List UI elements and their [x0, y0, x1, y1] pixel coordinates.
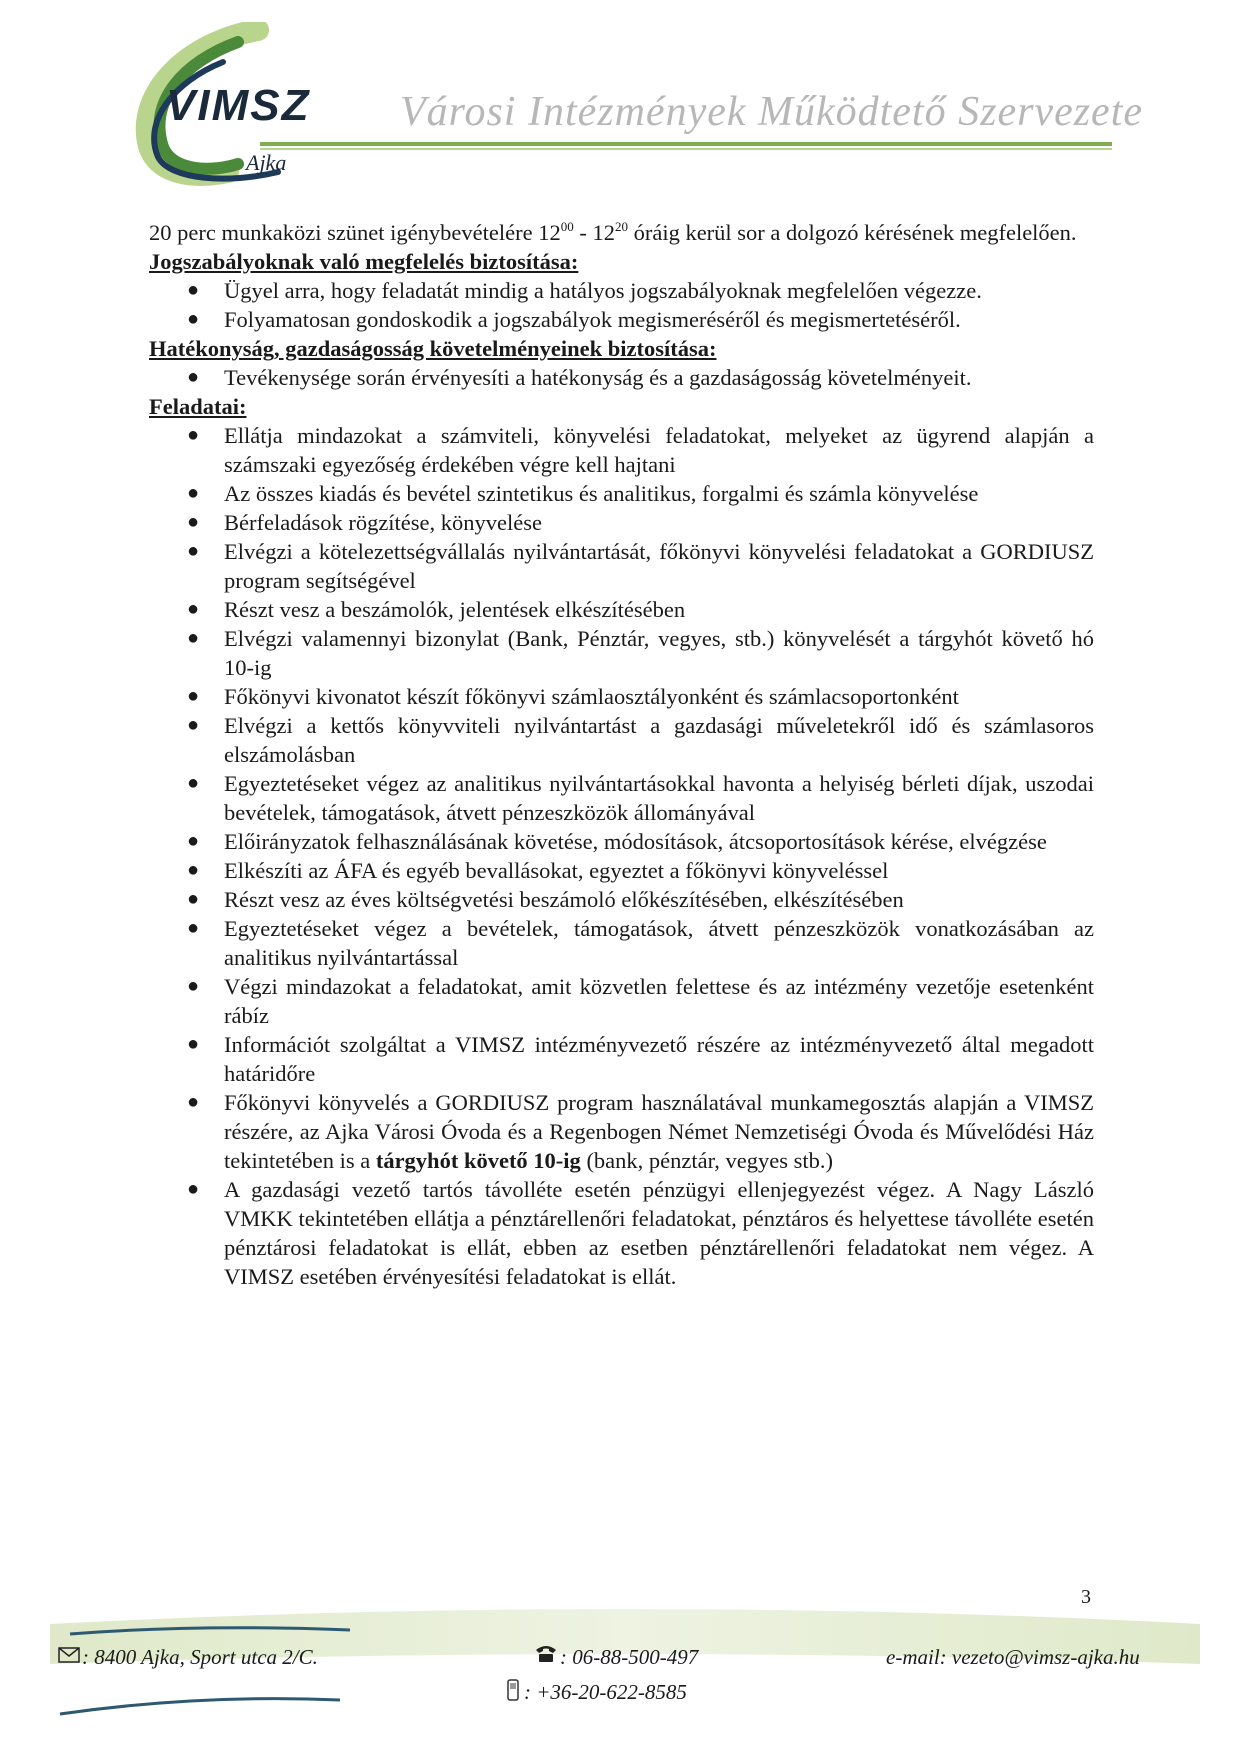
list-item: ● Elvégzi a kötelezettségvállalás nyilvántartását, főkönyvi könyvelési feladatokat a GORDIUSZ program segítségével [187, 539, 1094, 593]
bullet-icon: ● [187, 366, 200, 388]
bullet-icon: ● [187, 424, 200, 446]
list-item: ● Elkészíti az ÁFA és egyéb bevallásokat, egyeztet a főkönyvi könyveléssel [187, 858, 889, 883]
bullet-icon: ● [187, 482, 200, 504]
bullet-icon: ● [187, 975, 200, 997]
bullet-icon: ● [187, 830, 200, 852]
bullet-icon: ● [187, 1033, 200, 1055]
list-item: ● Egyeztetéseket végez a bevételek, támogatások, átvett pénzeszközök vonatkozásában az analitikus nyilvántartással [187, 916, 1094, 970]
list-item: ● Ellátja mindazokat a számviteli, könyvelési feladatokat, melyeket az ügyrend alapján a számszaki egyezőség érdekében végre kell hajtani [187, 423, 1094, 477]
tasks-list [149, 421, 1094, 1291]
list-item: ● Tevékenysége során érvényesíti a hatékonyság és a gazdaságosság követelményeit. [187, 365, 972, 390]
list-item: ● Részt vesz a beszámolók, jelentések elkészítésében [187, 597, 686, 622]
bullet-icon: ● [187, 598, 200, 620]
section-heading-compliance: Jogszabályoknak való megfelelés biztosítása: [149, 249, 579, 274]
bullet-icon: ● [187, 859, 200, 881]
bullet-icon: ● [187, 279, 200, 301]
logo-wordmark: VIMSZ [166, 81, 311, 130]
mobile-phone-icon [506, 1678, 520, 1702]
footer-address: : 8400 Ajka, Sport utca 2/C. [82, 1645, 318, 1669]
header-rule [260, 138, 1112, 154]
logo-subtext: Ajka [246, 150, 287, 175]
section-heading-tasks: Feladatai: [149, 394, 247, 419]
page-number: 3 [1081, 1586, 1091, 1608]
list-item: ● Elvégzi a kettős könyvviteli nyilvántartást a gazdasági műveletekről idő és számlasoros elszámolásban [187, 713, 1094, 767]
footer-email: e-mail: vezeto@vimsz-ajka.hu [886, 1645, 1140, 1669]
list-item: ● Az összes kiadás és bevétel szintetikus és analitikus, forgalmi és számla könyvelése [187, 481, 979, 506]
list-item: ● Főkönyvi könyvelés a GORDIUSZ program használatával munkamegosztás alapján a VIMSZ részére, az Ajka Városi Óvoda és a Regenbogen Német Nemzetiségi Óvoda és Művelődési Ház tekintetében is a tárgyhót követő 10-ig (bank, pénztár, vegyes stb.) [187, 1090, 1094, 1173]
footer-mobile: : +36-20-622-8585 [524, 1680, 687, 1704]
list-item: ● Végzi mindazokat a feladatokat, amit közvetlen felettese és az intézmény vezetője esetenként rábíz [187, 974, 1094, 1028]
list-item: ● Elvégzi valamennyi bizonylat (Bank, Pénztár, vegyes, stb.) könyvelését a tárgyhót követő hó 10-ig [187, 626, 1094, 680]
deadline-emphasis: tárgyhót követő 10-ig [375, 1148, 581, 1173]
list-item: ● A gazdasági vezető tartós távolléte esetén pénzügyi ellenjegyezést végez. A Nagy László VMKK tekintetében ellátja a pénztárellenőri feladatokat, pénztáros és helyettese távolléte esetén pénztárosi feladatokat is ellát, ebben az esetben pénztárellenőri feladatokat nem végez. A VIMSZ esetében érvényesítési feladatokat is ellát. [187, 1177, 1094, 1289]
list-item: ● Egyeztetéseket végez az analitikus nyilvántartásokkal havonta a helyiség bérleti díjak, uszodai bevételek, támogatások, átvett pénzeszközök állományával [187, 771, 1094, 825]
footer-phone: : 06-88-500-497 [560, 1645, 699, 1669]
compliance-list [149, 276, 1094, 334]
bullet-icon: ● [187, 511, 200, 533]
bullet-icon: ● [187, 1091, 200, 1113]
bullet-icon: ● [187, 627, 200, 649]
bullet-icon: ● [187, 772, 200, 794]
section-heading-efficiency: Hatékonyság, gazdaságosság követelményeinek biztosítása: [149, 336, 717, 361]
list-item: ● Részt vesz az éves költségvetési beszámoló előkészítésében, elkészítésében [187, 887, 904, 912]
bullet-icon: ● [187, 685, 200, 707]
list-item: ● Bérfeladások rögzítése, könyvelése [187, 510, 542, 535]
list-item: ● Előirányzatok felhasználásának követése, módosítások, átcsoportosítások kérése, elvégzése [187, 829, 1047, 854]
bullet-icon: ● [187, 888, 200, 910]
intro-paragraph: 20 perc munkaközi szünet igénybevételére $12^{00} - 12^{20}$ óráig kerül sor a dolgozó kérésének megfelelően. [149, 219, 1077, 245]
telephone-icon [534, 1644, 558, 1664]
organization-title: Városi Intézmények Működtető Szervezete [400, 89, 1144, 135]
list-item: ● Folyamatosan gondoskodik a jogszabályok megismeréséről és megismertetéséről. [187, 307, 961, 332]
list-item: ● Információt szolgáltat a VIMSZ intézményvezető részére az intézményvezető által megadott határidőre [187, 1032, 1094, 1086]
bullet-icon: ● [187, 714, 200, 736]
bullet-icon: ● [187, 917, 200, 939]
vimsz-logo [128, 22, 358, 192]
bullet-icon: ● [187, 308, 200, 330]
bullet-icon: ● [187, 540, 200, 562]
document-body [149, 218, 1094, 1291]
efficiency-list [149, 363, 1094, 392]
envelope-icon [58, 1647, 80, 1663]
bullet-icon: ● [187, 1178, 200, 1200]
list-item: ● Főkönyvi kivonatot készít főkönyvi számlaosztályonként és számlacsoportonként [187, 684, 959, 709]
list-item: ● Ügyel arra, hogy feladatát mindig a hatályos jogszabályoknak megfelelően végezze. [187, 278, 982, 303]
